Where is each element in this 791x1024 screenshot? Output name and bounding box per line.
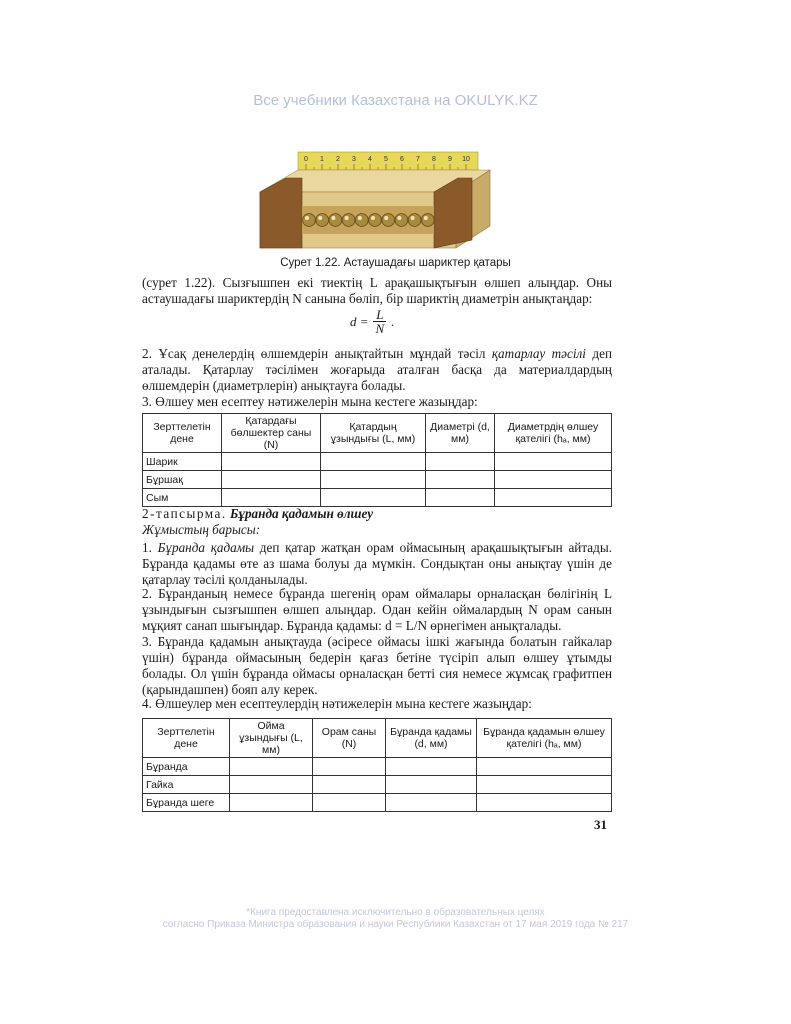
ruler-tick-label: 10: [462, 156, 470, 163]
table-header-cell: Диаметрі (d, мм): [426, 414, 495, 453]
step-1-term: Бұранда қадамы: [157, 540, 255, 555]
empty-cell[interactable]: [426, 471, 495, 489]
fraction: [373, 308, 388, 336]
table-header-cell: Бұранда қадамы (d, мм): [386, 719, 477, 758]
empty-cell[interactable]: [495, 453, 612, 471]
footer-notice: [0, 907, 791, 931]
table-screw: [142, 718, 612, 812]
progress-heading: [142, 522, 612, 538]
task-2-heading: [142, 506, 612, 522]
step-4: 4. Өлшеулер мен есептеулердің нәтижелерін мына кестеге жазыңдар:: [142, 696, 532, 711]
table-row: [143, 776, 612, 794]
watermark: Все учебники Казахстана на OKULYK.KZ: [253, 92, 538, 109]
row-label: Сым: [143, 489, 222, 507]
ball-highlight: [371, 216, 375, 220]
formula-lhs: d =: [350, 314, 369, 329]
formula-end: .: [391, 314, 395, 329]
page-number: 31: [594, 817, 607, 832]
ball: [355, 214, 368, 227]
empty-cell[interactable]: [477, 758, 612, 776]
step-2: 2. Бұранданың немесе бұранда шегенің орам оймалары орналасқан бөлігінің L ұзындығын сызғышпен өлшеп алыңдар. Одан кейін оймалардың N орам санын мұқият санап шығыңдар. Бұранда қадамы: d = L/N өрнегімен анықталады.: [142, 586, 612, 633]
trough-illustration: [258, 148, 498, 252]
ball: [316, 214, 329, 227]
paragraph-3: 3. Өлшеу мен есептеу нәтижелерін мына кестеге жазыңдар:: [142, 394, 478, 409]
table-balls: [142, 413, 612, 507]
ruler-tick-label: 6: [400, 156, 404, 163]
empty-cell[interactable]: [321, 489, 426, 507]
row-label: Бұршақ: [143, 471, 222, 489]
ball-highlight: [358, 216, 362, 220]
ball-highlight: [331, 216, 335, 220]
task-label: 2-тапсырма.: [142, 506, 227, 521]
table-header-cell: Орам саны (N): [313, 719, 386, 758]
table-header-cell: Диаметрдің өлшеу қателігі (hₐ, мм): [495, 414, 612, 453]
paragraph-2: [142, 346, 612, 394]
empty-cell[interactable]: [230, 776, 313, 794]
step-1: [142, 540, 612, 588]
ruler-tick-label: 8: [432, 156, 436, 163]
paragraph-2-emphasis: қатарлау тәсілі: [491, 346, 586, 361]
task-title: Бұранда қадамын өлшеу: [229, 506, 374, 521]
ball-highlight: [305, 216, 309, 220]
empty-cell[interactable]: [386, 794, 477, 812]
empty-cell[interactable]: [313, 794, 386, 812]
fraction-denominator: N: [375, 321, 385, 336]
ruler-tick-label: 7: [416, 156, 420, 163]
left-stop: [260, 178, 302, 248]
paragraph-1: (сурет 1.22). Сызғышпен екі тиектің L арақашықтығын өлшеп алыңдар. Оны астаушадағы шариктердің N санына бөліп, бір шариктің диаметрін анықтаңдар:: [142, 275, 612, 306]
empty-cell[interactable]: [313, 776, 386, 794]
table-row: [143, 489, 612, 507]
empty-cell[interactable]: [386, 758, 477, 776]
step-3: 3. Бұранда қадамын анықтауда (әсіресе оймасы ішкі жағында болатын гайкалар үшін) бұранда оймасының бедерін қағаз бетіне түсіріп алып өлшеу ұтымды болады. Ол үшін бұранда оймасы орналасқан бетті сия немесе жұмсақ графитпен (қарындашпен) бояп алу керек.: [142, 634, 612, 697]
table-row: [143, 758, 612, 776]
right-stop: [434, 178, 472, 248]
ruler-tick-label: 3: [352, 156, 356, 163]
step-1-number: 1.: [142, 540, 158, 555]
ball-highlight: [318, 216, 322, 220]
ball: [408, 214, 421, 227]
fraction-numerator: L: [373, 308, 386, 322]
paragraph-2-text-a: 2. Ұсақ денелердің өлшемдерін анықтайтын мұндай тәсіл: [142, 346, 492, 361]
ball: [342, 214, 355, 227]
empty-cell[interactable]: [230, 794, 313, 812]
ball: [369, 214, 382, 227]
empty-cell[interactable]: [426, 453, 495, 471]
ball: [395, 214, 408, 227]
step-1-text: деп қатар жатқан орам оймасының арақашықтығын айтады. Бұранда қадамы өте аз шама болуы да мүмкін. Сондықтан оны анықтау үшін де қатарлау тәсілі қолданылады.: [142, 540, 613, 587]
ruler-tick-label: 9: [448, 156, 452, 163]
formula-d-equals-l-over-n: [350, 308, 394, 336]
paragraph-2-text-b: деп аталады. Қатарлау тәсілімен жоғарыда аталған басқа да материалдардың өлшемдерін (диаметрлерін) анықтауға болады.: [142, 346, 613, 393]
ball: [421, 214, 434, 227]
row-label: Шарик: [143, 453, 222, 471]
row-label: Бұранда: [143, 758, 230, 776]
table-header-cell: Зерттелетін дене: [143, 719, 230, 758]
empty-cell[interactable]: [222, 471, 321, 489]
table-header-cell: Бұранда қадамын өлшеу қателігі (hₐ, мм): [477, 719, 612, 758]
empty-cell[interactable]: [495, 489, 612, 507]
table-header-cell: Қатардағы бөлшектер саны (N): [222, 414, 321, 453]
ball-highlight: [345, 216, 349, 220]
table-header-cell: Зерттелетін дене: [143, 414, 222, 453]
ruler-tick-label: 0: [304, 156, 308, 163]
empty-cell[interactable]: [477, 776, 612, 794]
table-header-row: [143, 719, 612, 758]
ball: [303, 214, 316, 227]
figure-caption: Сурет 1.22. Астаушадағы шариктер қатары: [280, 257, 511, 269]
table-header-cell: Ойма ұзындығы (L, мм): [230, 719, 313, 758]
ball: [382, 214, 395, 227]
footer-line-1: *Книга предоставлена исключительно в образовательных целях: [246, 907, 545, 918]
table-header-cell: Қатардың ұзындығы (L, мм): [321, 414, 426, 453]
ball-highlight: [411, 216, 415, 220]
ball: [329, 214, 342, 227]
empty-cell[interactable]: [426, 489, 495, 507]
ruler-tick-label: 4: [368, 156, 372, 163]
ball-highlight: [424, 216, 428, 220]
progress-label: Жұмыстың барысы:: [142, 522, 261, 537]
empty-cell[interactable]: [321, 471, 426, 489]
ball-highlight: [397, 216, 401, 220]
empty-cell[interactable]: [222, 453, 321, 471]
row-label: Бұранда шеге: [143, 794, 230, 812]
empty-cell[interactable]: [321, 453, 426, 471]
empty-cell[interactable]: [222, 489, 321, 507]
empty-cell[interactable]: [230, 758, 313, 776]
table-row: [143, 794, 612, 812]
ball-highlight: [384, 216, 388, 220]
ruler-tick-label: 2: [336, 156, 340, 163]
empty-cell[interactable]: [477, 794, 612, 812]
row-label: Гайка: [143, 776, 230, 794]
footer-line-2: согласно Приказа Министра образования и науки Республики Казахстан от 17 мая 2019 года № 217: [162, 919, 629, 930]
ruler-tick-label: 1: [320, 156, 324, 163]
table-header-row: [143, 414, 612, 453]
empty-cell[interactable]: [386, 776, 477, 794]
ruler-tick-label: 5: [384, 156, 388, 163]
empty-cell[interactable]: [313, 758, 386, 776]
table-row: [143, 471, 612, 489]
table-row: [143, 453, 612, 471]
empty-cell[interactable]: [495, 471, 612, 489]
